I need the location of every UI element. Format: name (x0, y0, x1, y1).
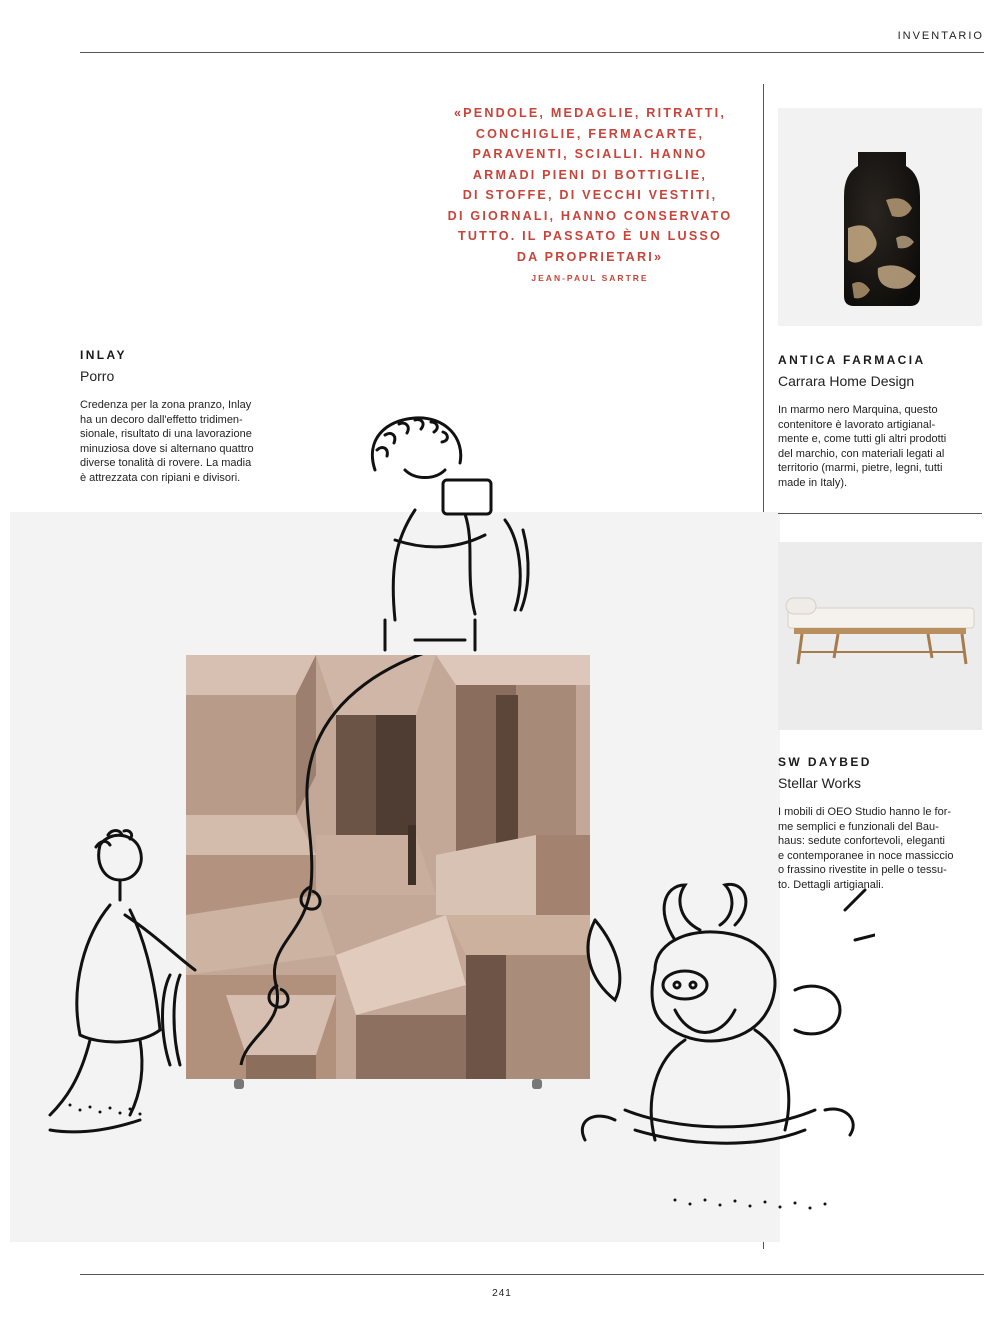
product-brand: Carrara Home Design (778, 373, 915, 389)
product-brand: Stellar Works (778, 775, 861, 791)
desc-line: territorio (marmi, pietre, legni, tutti (778, 462, 943, 474)
sidebar-rule (778, 513, 982, 514)
desc-line: e contemporanee in noce massiccio (778, 849, 954, 862)
product-description (80, 398, 290, 485)
product-name: SW DAYBED (778, 755, 872, 769)
quote-line: PARAVENTI, SCIALLI. HANNO (472, 147, 708, 161)
product-name: ANTICA FARMACIA (778, 353, 926, 367)
quote-line: TUTTO. IL PASSATO È UN LUSSO (457, 229, 723, 243)
pull-quote (420, 103, 760, 267)
product-name: INLAY (80, 348, 127, 362)
desc-line: diverse tonalità di rovere. La madia (80, 457, 252, 469)
desc-line: to. Dettagli artigianali. (778, 878, 884, 891)
quote-author: JEAN-PAUL SARTRE (531, 273, 649, 283)
product-description (778, 805, 988, 892)
header-rule (80, 52, 984, 53)
doodle-reading-figure (355, 410, 555, 665)
desc-line: made in Italy). (778, 476, 848, 489)
product-brand: Porro (80, 368, 115, 384)
footer-rule (80, 1274, 984, 1275)
quote-line: DI GIORNALI, HANNO CONSERVATO (447, 208, 733, 223)
desc-line: o frassino rivestite in pelle o tessu- (778, 864, 947, 876)
vase-photo (778, 108, 982, 326)
doodle-man-pulling (30, 825, 230, 1150)
quote-line: DA PROPRIETARI» (516, 249, 664, 264)
desc-line: haus: sedute confortevoli, eleganti (778, 835, 945, 847)
quote-line: DI STOFFE, DI VECCHI VESTITI, (462, 188, 718, 202)
desc-line: sionale, risultato di una lavorazione (80, 428, 252, 440)
desc-line: ha un decoro dall'effetto tridimen- (80, 413, 243, 426)
product-inlay (80, 348, 290, 485)
desc-line: del marchio, con materiali legati al (778, 447, 945, 460)
desc-line: me semplici e funzionali del Bau- (778, 820, 939, 833)
desc-line: mente e, come tutti gli altri prodotti (778, 433, 947, 445)
desc-line: minuziosa dove si alternano quattro (80, 442, 254, 455)
desc-line: I mobili di OEO Studio hanno le for- (778, 806, 952, 818)
product-description (778, 403, 988, 490)
doodle-bull (575, 880, 875, 1235)
daybed-photo (778, 542, 982, 730)
desc-line: contenitore è lavorato artigianal- (778, 418, 936, 431)
product-antica-farmacia (778, 353, 988, 490)
inlay-cabinet-illustration (186, 655, 590, 1089)
quote-line: ARMADI PIENI DI BOTTIGLIE, (472, 167, 708, 182)
desc-line: Credenza per la zona pranzo, Inlay (80, 399, 252, 411)
page-number: 241 (492, 1288, 512, 1299)
section-label: INVENTARIO (897, 30, 984, 42)
desc-line: In marmo nero Marquina, questo (778, 404, 938, 416)
quote-line: «PENDOLE, MEDAGLIE, RITRATTI, (453, 106, 727, 120)
product-sw-daybed (778, 755, 988, 892)
quote-line: CONCHIGLIE, FERMACARTE, (475, 126, 705, 141)
desc-line: è attrezzata con ripiani e divisori. (80, 471, 241, 484)
